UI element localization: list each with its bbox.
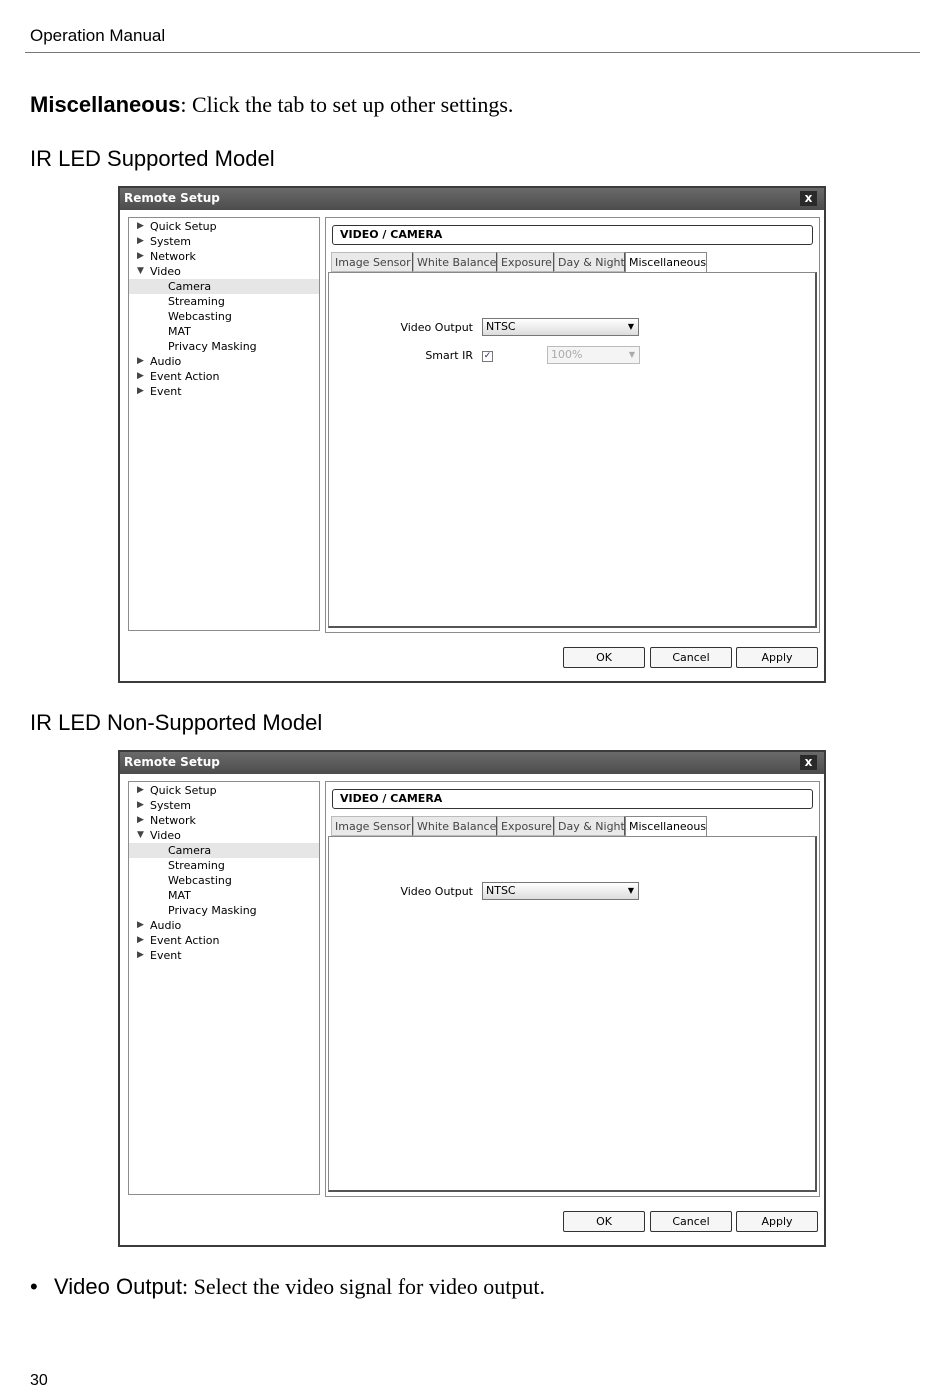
- tree-item-label: Audio: [150, 355, 182, 368]
- tab-image-sensor[interactable]: Image Sensor: [331, 816, 413, 836]
- tree-item-quick-setup[interactable]: [129, 783, 319, 798]
- tree-item-video[interactable]: [129, 264, 319, 279]
- expand-arrow-icon: ▶: [137, 935, 144, 945]
- tree-item-label: Quick Setup: [150, 784, 217, 797]
- tree-item-label: Network: [150, 814, 196, 827]
- tree-item-video[interactable]: [129, 828, 319, 843]
- header-divider: [25, 52, 920, 53]
- dropdown-arrow-icon: ▼: [627, 322, 634, 331]
- tree-item-event-action[interactable]: [129, 933, 319, 948]
- tree-item-camera[interactable]: [129, 279, 319, 294]
- tree-item-label: Camera: [168, 280, 212, 293]
- expand-arrow-icon: ▶: [137, 221, 144, 231]
- video-output-label: Video Output: [400, 885, 473, 898]
- tab-image-sensor[interactable]: Image Sensor: [331, 252, 413, 272]
- dialog-title: Remote Setup: [124, 755, 220, 769]
- intro-paragraph: [30, 92, 513, 118]
- dialog-title: Remote Setup: [124, 191, 220, 205]
- expand-arrow-icon: ▶: [137, 236, 144, 246]
- tree-item-label: Webcasting: [168, 310, 232, 323]
- smart-ir-label: Smart IR: [425, 349, 473, 362]
- settings-tree: [128, 781, 320, 1195]
- tree-item-event-action[interactable]: [129, 369, 319, 384]
- cancel-button[interactable]: Cancel: [650, 1211, 732, 1232]
- tab-white-balance[interactable]: White Balance: [413, 816, 497, 836]
- video-output-select[interactable]: [482, 882, 639, 900]
- tree-item-camera[interactable]: [129, 843, 319, 858]
- video-output-value: NTSC: [486, 884, 516, 897]
- tree-item-label: MAT: [168, 325, 191, 338]
- expand-arrow-icon: ▶: [137, 356, 144, 366]
- tree-item-label: Webcasting: [168, 874, 232, 887]
- tree-item-label: Camera: [168, 844, 212, 857]
- tree-item-audio[interactable]: [129, 354, 319, 369]
- dropdown-arrow-icon: ▼: [627, 886, 634, 895]
- settings-panel: [325, 781, 820, 1197]
- tab-exposure[interactable]: Exposure: [497, 252, 554, 272]
- tree-item-mat[interactable]: [129, 888, 319, 903]
- intro-text: : Click the tab to set up other settings.: [180, 92, 514, 117]
- tree-item-event[interactable]: [129, 384, 319, 399]
- video-output-value: NTSC: [486, 320, 516, 333]
- ok-button[interactable]: OK: [563, 647, 645, 668]
- tree-item-label: Event: [150, 385, 182, 398]
- tree-item-label: Streaming: [168, 859, 225, 872]
- video-output-select[interactable]: [482, 318, 639, 336]
- expand-arrow-icon: ▶: [137, 815, 144, 825]
- tree-item-label: Privacy Masking: [168, 904, 257, 917]
- cancel-button[interactable]: Cancel: [650, 647, 732, 668]
- intro-term: Miscellaneous: [30, 92, 181, 117]
- panel-title: VIDEO / CAMERA: [332, 789, 813, 809]
- tab-content: [328, 272, 817, 628]
- section-title-ir-non-supported: IR LED Non-Supported Model: [30, 710, 323, 735]
- video-output-label: Video Output: [400, 321, 473, 334]
- tree-item-webcasting[interactable]: [129, 309, 319, 324]
- panel-title: VIDEO / CAMERA: [332, 225, 813, 245]
- tab-day-night[interactable]: Day & Night: [554, 252, 625, 272]
- tree-item-privacy-masking[interactable]: [129, 339, 319, 354]
- tree-item-streaming[interactable]: [129, 294, 319, 309]
- remote-setup-dialog-ir-non-supported: [118, 750, 826, 1247]
- expand-arrow-icon: ▶: [137, 920, 144, 930]
- ok-button[interactable]: OK: [563, 1211, 645, 1232]
- dropdown-arrow-icon: ▼: [628, 350, 635, 359]
- tree-item-system[interactable]: [129, 798, 319, 813]
- tree-item-label: System: [150, 235, 192, 248]
- apply-button[interactable]: Apply: [736, 1211, 818, 1232]
- expand-arrow-icon: ▶: [137, 371, 144, 381]
- tree-item-privacy-masking[interactable]: [129, 903, 319, 918]
- tab-miscellaneous[interactable]: Miscellaneous: [625, 816, 707, 837]
- tree-item-label: Audio: [150, 919, 182, 932]
- close-icon[interactable]: x: [800, 191, 817, 206]
- expand-arrow-icon: ▶: [137, 386, 144, 396]
- tree-item-label: Event Action: [150, 370, 220, 383]
- settings-tree: [128, 217, 320, 631]
- tree-item-label: Quick Setup: [150, 220, 217, 233]
- tree-item-audio[interactable]: [129, 918, 319, 933]
- tree-item-streaming[interactable]: [129, 858, 319, 873]
- tab-exposure[interactable]: Exposure: [497, 816, 554, 836]
- tree-item-label: Network: [150, 250, 196, 263]
- tab-day-night[interactable]: Day & Night: [554, 816, 625, 836]
- bullet-term: Video Output: [54, 1274, 183, 1299]
- tree-item-network[interactable]: [129, 813, 319, 828]
- expand-arrow-icon: ▶: [137, 251, 144, 261]
- tree-item-quick-setup[interactable]: [129, 219, 319, 234]
- dialog-titlebar: [120, 188, 824, 210]
- tree-item-label: System: [150, 799, 192, 812]
- dialog-titlebar: [120, 752, 824, 774]
- tree-item-webcasting[interactable]: [129, 873, 319, 888]
- tree-item-event[interactable]: [129, 948, 319, 963]
- bullet-text: : Select the video signal for video output.: [182, 1274, 545, 1299]
- settings-panel: [325, 217, 820, 633]
- collapse-arrow-icon: ▼: [137, 266, 144, 276]
- tab-content: [328, 836, 817, 1192]
- tree-item-label: Streaming: [168, 295, 225, 308]
- bullet-content: [54, 1274, 545, 1300]
- section-title-ir-supported: IR LED Supported Model: [30, 146, 275, 171]
- tree-item-label: Privacy Masking: [168, 340, 257, 353]
- tab-white-balance[interactable]: White Balance: [413, 252, 497, 272]
- page-number: 30: [30, 1372, 48, 1389]
- smart-ir-level-value: 100%: [551, 348, 583, 361]
- tab-miscellaneous[interactable]: Miscellaneous: [625, 252, 707, 273]
- tree-item-label: Video: [150, 829, 181, 842]
- expand-arrow-icon: ▶: [137, 950, 144, 960]
- apply-button[interactable]: Apply: [736, 647, 818, 668]
- tree-item-system[interactable]: [129, 234, 319, 249]
- smart-ir-checkbox[interactable]: ✓: [483, 351, 492, 361]
- tree-item-network[interactable]: [129, 249, 319, 264]
- collapse-arrow-icon: ▼: [137, 830, 144, 840]
- expand-arrow-icon: ▶: [137, 800, 144, 810]
- tree-item-label: MAT: [168, 889, 191, 902]
- tree-item-label: Event: [150, 949, 182, 962]
- smart-ir-level-select[interactable]: [547, 346, 640, 364]
- tree-item-label: Video: [150, 265, 181, 278]
- tree-item-label: Event Action: [150, 934, 220, 947]
- expand-arrow-icon: ▶: [137, 785, 144, 795]
- bullet-icon: •: [30, 1274, 38, 1299]
- close-icon[interactable]: x: [800, 755, 817, 770]
- remote-setup-dialog-ir-supported: [118, 186, 826, 683]
- tree-item-mat[interactable]: [129, 324, 319, 339]
- header-title: Operation Manual: [30, 26, 166, 45]
